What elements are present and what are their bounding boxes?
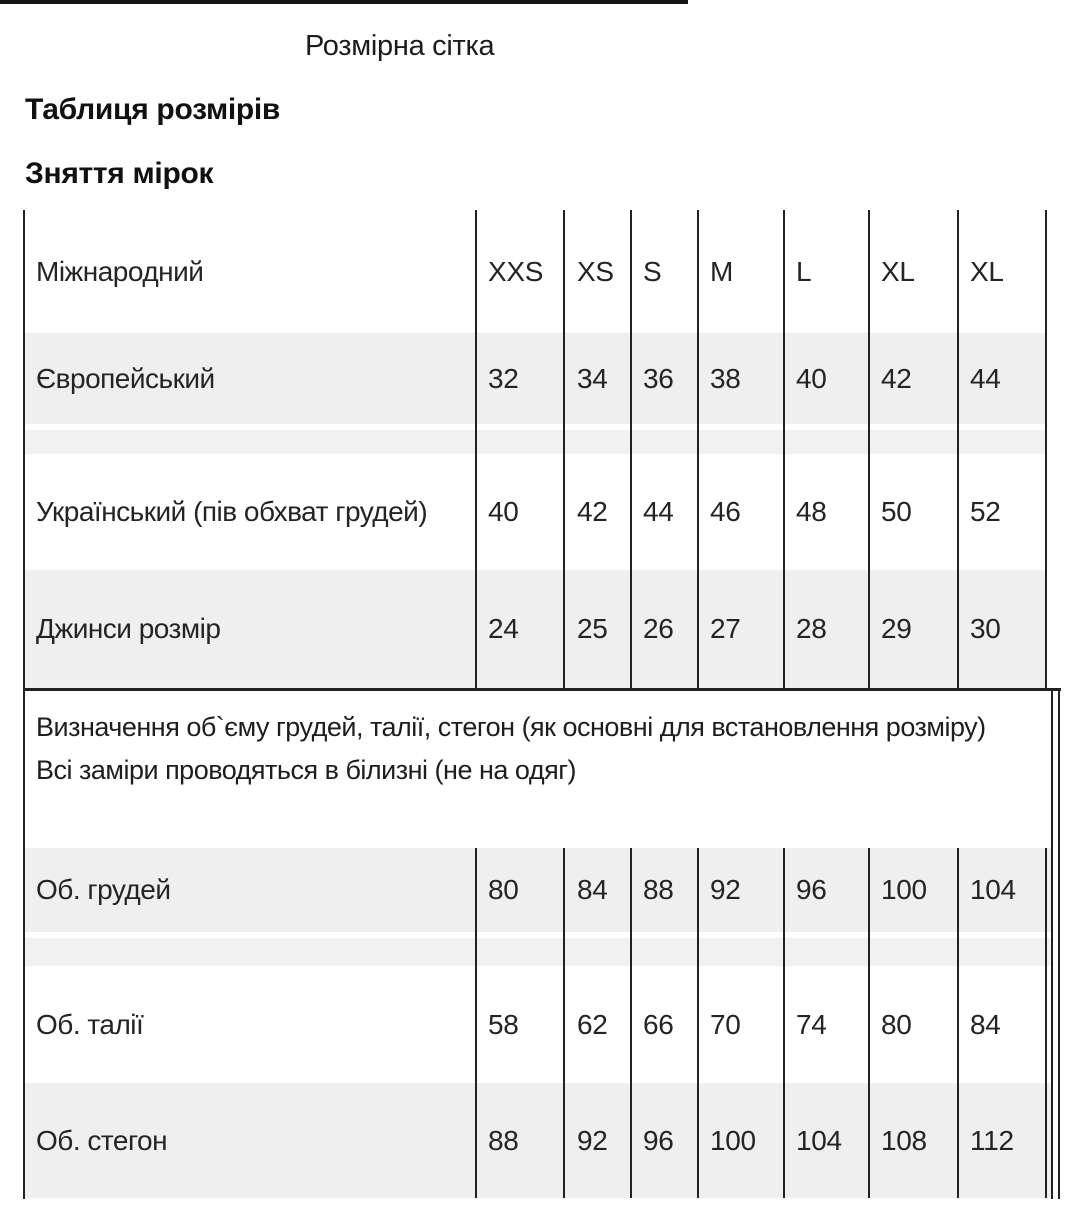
section-divider-line xyxy=(23,688,1061,691)
table-row xyxy=(25,848,1052,932)
cell: 84 xyxy=(577,874,608,905)
cell: 42 xyxy=(881,362,912,394)
cell: 84 xyxy=(970,1008,1001,1040)
row-label: Об. стегон xyxy=(36,1124,168,1156)
grid-line xyxy=(563,848,565,1198)
row-separator-strip xyxy=(25,430,1046,454)
cell: 30 xyxy=(970,613,1001,644)
table-row xyxy=(25,210,1046,333)
page-title: Розмірна сітка xyxy=(305,30,495,62)
cell: 52 xyxy=(970,496,1001,527)
cell: XL xyxy=(881,255,915,287)
cell: 38 xyxy=(710,362,741,394)
grid-line xyxy=(697,210,699,688)
cell: 112 xyxy=(970,1124,1014,1156)
note-line-1: Визначення об`єму грудей, талії, стегон (як основні для встановлення розміру) xyxy=(36,712,986,742)
grid-line xyxy=(957,210,959,688)
section-left-border xyxy=(23,691,25,1199)
section-heading-size-table: Таблиця розмірів xyxy=(25,93,281,126)
cell: 74 xyxy=(796,1008,827,1040)
table-row xyxy=(25,966,1052,1083)
cell: 29 xyxy=(881,613,912,644)
cell: 88 xyxy=(643,874,674,905)
cell: 96 xyxy=(643,1124,674,1156)
cell: 80 xyxy=(488,874,519,905)
grid-line xyxy=(868,848,870,1198)
cell: 62 xyxy=(577,1008,608,1040)
row-separator-strip xyxy=(25,938,1052,966)
row-label: Європейський xyxy=(36,362,215,394)
cell: L xyxy=(796,255,812,287)
cell: 27 xyxy=(710,613,741,644)
row-label: Український (пів обхват грудей) xyxy=(36,496,428,527)
cell: 42 xyxy=(577,496,608,527)
cell: 108 xyxy=(881,1124,927,1156)
grid-line xyxy=(957,848,959,1198)
cell: XS xyxy=(577,255,614,287)
cell: 44 xyxy=(643,496,674,527)
cell: 88 xyxy=(488,1124,519,1156)
cell: 66 xyxy=(643,1008,674,1040)
cell: 26 xyxy=(643,613,674,644)
row-label: Об. грудей xyxy=(36,874,171,905)
cell: M xyxy=(710,255,734,287)
cell: 46 xyxy=(710,496,741,527)
row-label: Об. талії xyxy=(36,1008,144,1040)
cell: S xyxy=(643,255,662,287)
grid-line xyxy=(1045,848,1047,1198)
row-label: Міжнародний xyxy=(36,255,204,287)
grid-line xyxy=(563,210,565,688)
cell: 48 xyxy=(796,496,827,527)
cell: 25 xyxy=(577,613,608,644)
cell: 80 xyxy=(881,1008,912,1040)
cell: 28 xyxy=(796,613,827,644)
cell: 32 xyxy=(488,362,519,394)
cell: 34 xyxy=(577,362,608,394)
grid-line xyxy=(697,848,699,1198)
cell: 104 xyxy=(970,874,1016,905)
table-row xyxy=(25,454,1046,570)
cell: 100 xyxy=(710,1124,756,1156)
section-right-border xyxy=(1058,691,1060,1199)
cell: 36 xyxy=(643,362,674,394)
cell: 70 xyxy=(710,1008,741,1040)
cell: XL xyxy=(970,255,1004,287)
grid-line xyxy=(630,210,632,688)
grid-line xyxy=(475,848,477,1198)
grid-line xyxy=(475,210,477,688)
cell: 50 xyxy=(881,496,912,527)
cell: 96 xyxy=(796,874,827,905)
table-row xyxy=(25,1083,1052,1198)
top-edge-bar xyxy=(0,0,688,4)
cell: 92 xyxy=(710,874,741,905)
section-heading-measurements: Зняття мірок xyxy=(25,157,214,190)
cell: XXS xyxy=(488,255,544,287)
grid-line xyxy=(783,848,785,1198)
cell: 40 xyxy=(488,496,519,527)
grid-line xyxy=(23,210,25,688)
cell: 104 xyxy=(796,1124,842,1156)
table-row xyxy=(25,570,1046,688)
cell: 100 xyxy=(881,874,927,905)
grid-line xyxy=(868,210,870,688)
cell: 40 xyxy=(796,362,827,394)
note-line-2: Всі заміри проводяться в білизні (не на одяг) xyxy=(36,755,577,785)
grid-line xyxy=(630,848,632,1198)
cell: 92 xyxy=(577,1124,608,1156)
grid-line xyxy=(1045,210,1047,688)
section-right-border xyxy=(1051,691,1053,1199)
grid-line xyxy=(783,210,785,688)
cell: 24 xyxy=(488,613,519,644)
cell: 58 xyxy=(488,1008,519,1040)
cell: 44 xyxy=(970,362,1001,394)
table-row xyxy=(25,333,1046,424)
row-label: Джинси розмір xyxy=(36,613,221,644)
